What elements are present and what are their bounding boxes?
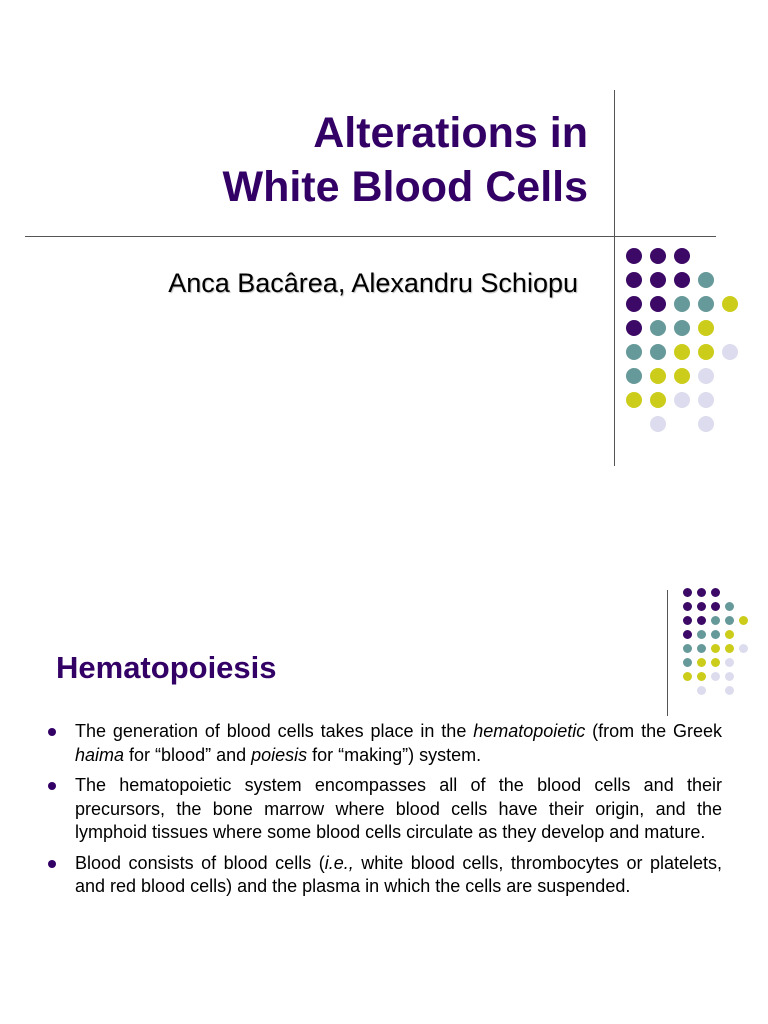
dot-lavender bbox=[698, 416, 714, 432]
horizontal-rule bbox=[25, 236, 716, 237]
dot-teal bbox=[711, 616, 720, 625]
dot-yellow bbox=[722, 296, 738, 312]
dot-lavender bbox=[698, 392, 714, 408]
dot-yellow bbox=[650, 368, 666, 384]
dot-purple bbox=[626, 296, 642, 312]
dot-purple bbox=[711, 602, 720, 611]
slide-heading: Hematopoiesis bbox=[56, 650, 277, 685]
dot-purple bbox=[697, 616, 706, 625]
dot-teal bbox=[711, 630, 720, 639]
bullet-item bbox=[48, 720, 722, 767]
bullet-icon bbox=[48, 728, 56, 736]
dot-yellow bbox=[711, 658, 720, 667]
dot-lavender bbox=[674, 392, 690, 408]
bullet-text: white blood cells, thrombocytes or platelets, and red blood cells) and the plasma in which the cells are suspended. bbox=[75, 852, 723, 896]
dot-yellow bbox=[626, 392, 642, 408]
vertical-rule bbox=[614, 90, 615, 466]
dot-purple bbox=[711, 588, 720, 597]
title-line-2: White Blood Cells bbox=[222, 163, 588, 211]
bullet-text: The generation of blood cells takes place in the bbox=[75, 721, 474, 741]
dot-purple bbox=[683, 602, 692, 611]
bullet-icon bbox=[48, 860, 56, 868]
bullet-icon bbox=[48, 782, 56, 790]
dot-lavender bbox=[698, 368, 714, 384]
dot-purple bbox=[697, 588, 706, 597]
dot-yellow bbox=[683, 672, 692, 681]
bullet-text: Blood consists of blood cells ( bbox=[75, 852, 325, 873]
content-slide bbox=[0, 512, 768, 1024]
dot-lavender bbox=[725, 686, 734, 695]
dot-purple bbox=[650, 272, 666, 288]
vertical-rule bbox=[667, 590, 668, 716]
dot-purple bbox=[683, 588, 692, 597]
bullet-item bbox=[48, 852, 722, 899]
bullet-text: The hematopoietic system encompasses all of the blood cells and their precursors, the bone marrow where blood cells have their origin, and the lymphoid tissues where some blood cells circulate as they develop and mature. bbox=[75, 775, 722, 842]
dot-purple bbox=[650, 296, 666, 312]
dot-yellow bbox=[697, 672, 706, 681]
dot-yellow bbox=[725, 644, 734, 653]
dot-yellow bbox=[697, 658, 706, 667]
dot-teal bbox=[650, 320, 666, 336]
dot-teal bbox=[697, 644, 706, 653]
dot-teal bbox=[626, 344, 642, 360]
dot-lavender bbox=[739, 644, 748, 653]
dot-teal bbox=[698, 296, 714, 312]
dot-yellow bbox=[674, 344, 690, 360]
dot-teal bbox=[674, 296, 690, 312]
italic-term: hematopoietic bbox=[473, 721, 586, 741]
dot-teal bbox=[698, 272, 714, 288]
dot-yellow bbox=[674, 368, 690, 384]
dot-teal bbox=[674, 320, 690, 336]
dot-purple bbox=[626, 320, 642, 336]
dot-yellow bbox=[698, 344, 714, 360]
bullet-item bbox=[48, 774, 722, 845]
dot-teal bbox=[626, 368, 642, 384]
dot-purple bbox=[683, 630, 692, 639]
dot-purple bbox=[674, 248, 690, 264]
dot-yellow bbox=[711, 644, 720, 653]
dot-yellow bbox=[650, 392, 666, 408]
dot-purple bbox=[626, 248, 642, 264]
dot-teal bbox=[683, 644, 692, 653]
dot-lavender bbox=[650, 416, 666, 432]
dot-purple bbox=[626, 272, 642, 288]
dot-teal bbox=[725, 616, 734, 625]
dot-yellow bbox=[725, 630, 734, 639]
dot-teal bbox=[650, 344, 666, 360]
dot-lavender bbox=[725, 672, 734, 681]
bullet-text: for “making”) system. bbox=[307, 744, 482, 765]
bullet-text: for “blood” and bbox=[124, 744, 252, 765]
italic-term: poiesis bbox=[251, 744, 308, 765]
dot-teal bbox=[725, 602, 734, 611]
title-line-1: Alterations in bbox=[313, 109, 588, 157]
bullet-list bbox=[48, 720, 722, 906]
italic-term: i.e., bbox=[324, 852, 354, 873]
italic-term: haima bbox=[75, 744, 125, 765]
dot-teal bbox=[697, 630, 706, 639]
slide-title bbox=[223, 106, 589, 214]
dot-purple bbox=[697, 602, 706, 611]
dot-yellow bbox=[739, 616, 748, 625]
bullet-text: (from the Greek bbox=[585, 721, 722, 741]
dot-purple bbox=[683, 616, 692, 625]
dot-purple bbox=[674, 272, 690, 288]
authors: Anca Bacârea, Alexandru Schiopu bbox=[168, 268, 578, 298]
dot-lavender bbox=[711, 672, 720, 681]
dot-teal bbox=[683, 658, 692, 667]
dot-lavender bbox=[722, 344, 738, 360]
dot-yellow bbox=[698, 320, 714, 336]
dot-purple bbox=[650, 248, 666, 264]
dot-lavender bbox=[697, 686, 706, 695]
dot-lavender bbox=[725, 658, 734, 667]
